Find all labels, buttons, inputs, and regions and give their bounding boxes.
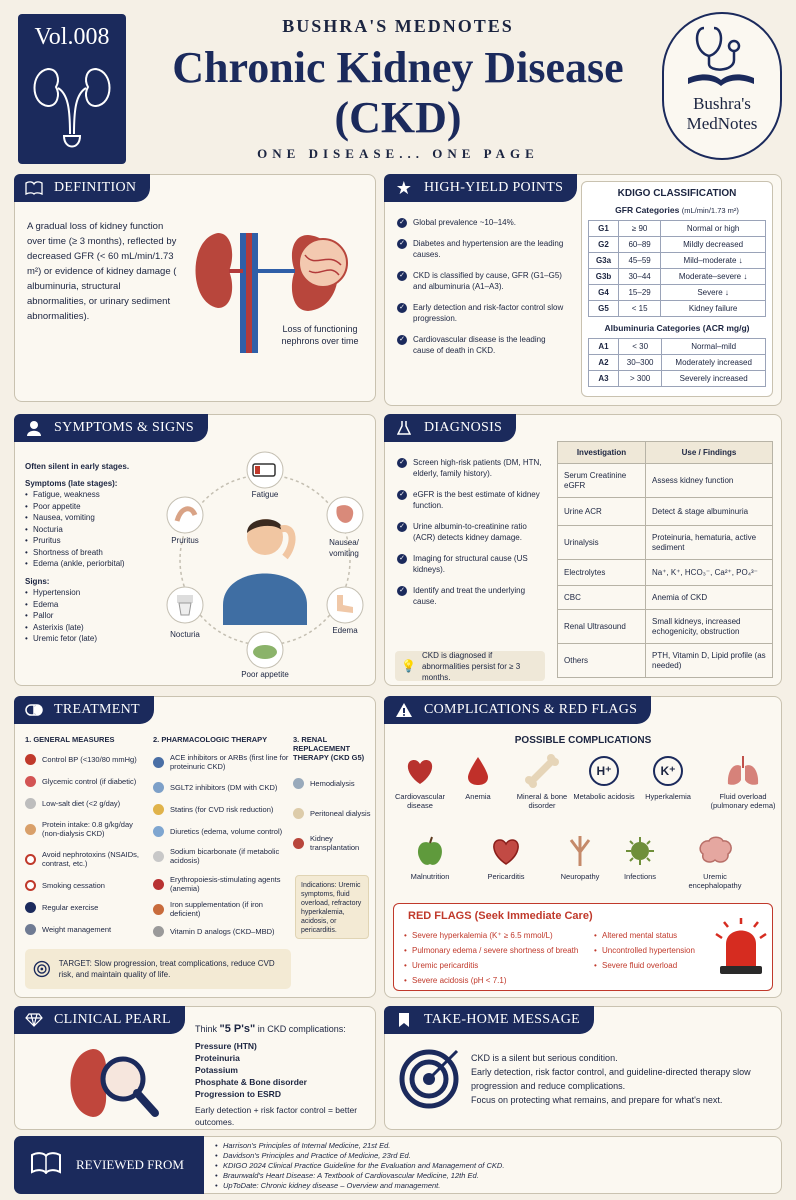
- volume-badge: [18, 14, 126, 164]
- complication-fluid: Fluid overload (pulmonary edema): [703, 753, 783, 810]
- list-item: Peritoneal dialysis: [293, 798, 371, 828]
- list-item: Erythropoiesis-stimulating agents (anemia): [153, 870, 289, 898]
- hydrogen-ion-icon: H⁺: [589, 756, 619, 786]
- diagnosis-point: ✓ Screen high-risk patients (DM, HTN, elderly, family history).: [397, 457, 547, 479]
- inflamed-heart-icon: [489, 834, 523, 868]
- red-flags-left: [404, 928, 590, 988]
- list-item: • Poor appetite: [25, 501, 155, 513]
- kidney-logo-icon: [18, 54, 126, 154]
- star-icon: ★: [395, 177, 413, 198]
- list-item: • Davidson's Principles and Practice of Medicine, 23rd Ed.: [215, 1151, 775, 1161]
- high-yield-list: [397, 217, 565, 365]
- list-item: Vitamin D analogs (CKD–MBD): [153, 920, 289, 942]
- table-row: G3a 45–59 Mild–moderate ↓: [589, 253, 766, 269]
- list-item: • Harrison's Principles of Internal Medicine, 21st Ed.: [215, 1141, 775, 1151]
- table-row: Others PTH, Vitamin D, Lipid profile (as needed): [558, 644, 773, 678]
- capsule-icon: [153, 782, 164, 793]
- check-icon: ✓: [397, 303, 407, 313]
- list-item: Kidney transplantation: [293, 828, 371, 858]
- complication-anemia: Anemia: [443, 753, 513, 801]
- treatment-card: [14, 696, 376, 998]
- complications-title: COMPLICATIONS & RED FLAGS: [424, 702, 638, 717]
- pearl-intro: Think "5 P's" in CKD complications:: [195, 1023, 346, 1035]
- list-item: • Pulmonary edema / severe shortness of breath: [404, 943, 590, 958]
- references-list: [215, 1141, 775, 1191]
- iron-icon: [153, 904, 164, 915]
- volume-number: Vol.008: [34, 24, 110, 50]
- kidney-icon: [293, 838, 304, 849]
- table-row: Urinalysis Proteinuria, hematuria, active sediment: [558, 526, 773, 560]
- list-item: • Shortness of breath: [25, 547, 155, 559]
- table-row: G5 < 15 Kidney failure: [589, 301, 766, 317]
- pill-icon: [24, 700, 44, 720]
- brain-icon: [697, 836, 733, 866]
- complications-header: [384, 696, 651, 724]
- check-icon: ✓: [397, 586, 407, 596]
- blood-drop-icon: [153, 879, 164, 890]
- book-icon: [24, 178, 44, 198]
- diagnosis-point: ✓ Identify and treat the underlying cause.: [397, 585, 547, 607]
- gfr-table: [588, 220, 766, 317]
- siren-icon: [712, 916, 770, 978]
- symptom-appetite-label: Poor appetite: [241, 670, 289, 679]
- diagnosis-card: [384, 414, 782, 686]
- symptom-nausea-label: Nausea/ vomiting: [329, 538, 359, 558]
- list-item: • Uncontrolled hypertension: [594, 943, 714, 958]
- pearl-item: Phosphate & Bone disorder: [195, 1077, 307, 1087]
- treatment-title: TREATMENT: [54, 702, 140, 717]
- heart-icon: [403, 754, 437, 788]
- table-row: G1 ≥ 90 Normal or high: [589, 221, 766, 237]
- no-smoking-icon: [25, 880, 36, 891]
- diagnosis-header: [384, 414, 516, 442]
- complication-bone: Mineral & bone disorder: [507, 753, 577, 810]
- investigations-table: [557, 441, 773, 678]
- page-title: Chronic Kidney Disease: [172, 43, 624, 92]
- table-row: A1 < 30 Normal–mild: [589, 339, 766, 355]
- dialysis-icon: [293, 778, 304, 789]
- table-row: Electrolytes Na⁺, K⁺, HCO₃⁻, Ca²⁺, PO₄³⁻: [558, 560, 773, 586]
- albuminuria-table: [588, 338, 766, 387]
- kdigo-panel: [581, 181, 773, 397]
- list-item: Control BP (<130/80 mmHg): [25, 748, 147, 770]
- list-item: Regular exercise: [25, 896, 147, 918]
- complication-infections: Infections: [605, 833, 675, 881]
- list-item: • KDIGO 2024 Clinical Practice Guideline for the Evaluation and Management of CKD.: [215, 1161, 775, 1171]
- diuretic-icon: [153, 826, 164, 837]
- scale-icon: [25, 924, 36, 935]
- list-item: Diuretics (edema, volume control): [153, 820, 289, 842]
- diagnosis-list: [397, 457, 547, 616]
- pearl-item: Progression to ESRD: [195, 1089, 281, 1099]
- clinical-pearl-title: CLINICAL PEARL: [54, 1012, 171, 1027]
- exercise-icon: [25, 902, 36, 913]
- definition-card: [14, 174, 376, 402]
- person-icon: [24, 418, 44, 438]
- flask-icon: [394, 418, 414, 438]
- references-title: REVIEWED FROM: [76, 1157, 184, 1172]
- list-item: ACE inhibitors or ARBs (first line for proteinuric CKD): [153, 748, 289, 776]
- clinical-pearl-header: [14, 1006, 185, 1034]
- check-icon: ✓: [397, 271, 407, 281]
- check-icon: ✓: [397, 522, 407, 532]
- open-book-icon: [30, 1152, 62, 1179]
- glucose-icon: [25, 776, 36, 787]
- diagnosis-point: ✓ Imaging for structural cause (US kidneys).: [397, 553, 547, 575]
- pearl-item: Proteinuria: [195, 1053, 240, 1063]
- take-home-header: [384, 1006, 594, 1034]
- list-item: • Severe acidosis (pH < 7.1): [404, 973, 590, 988]
- list-item: • Edema (ankle, periorbital): [25, 558, 155, 570]
- bookmark-icon: [394, 1010, 414, 1030]
- high-yield-card: [384, 174, 782, 406]
- heart-icon: [25, 754, 36, 765]
- statin-icon: [153, 804, 164, 815]
- list-item: Sodium bicarbonate (if metabolic acidosis): [153, 842, 289, 870]
- take-home-card: [384, 1006, 782, 1130]
- list-item: Weight management: [25, 918, 147, 940]
- pharmacologic-therapy: 2. PHARMACOLOGIC THERAPY ACE inhibitors or ARBs (first line for proteinuric CKD) SGLT2 inhibitors (DM with CKD) Statins (for CVD risk reduction) Diuretics (edema, volume control) Sodium bicarbonate (if metabolic acidosis) Erythropoiesis-stimulating agents (anemia) Iron supplementation (if iron deficient) Vitamin D analogs (CKD–MBD): [153, 735, 289, 942]
- red-flags-title: RED FLAGS (Seek Immediate Care): [408, 910, 593, 922]
- nephron-caption: Loss of functioning nephrons over time: [281, 324, 359, 346]
- list-item: Hemodialysis: [293, 768, 371, 798]
- logo-text-2: MedNotes: [686, 114, 758, 133]
- stethoscope-book-icon: [664, 20, 779, 90]
- pearl-item: Potassium: [195, 1065, 238, 1075]
- lightbulb-icon: 💡: [401, 659, 416, 673]
- list-item: • Asterixis (late): [25, 622, 155, 634]
- clinical-pearl-card: [14, 1006, 376, 1130]
- kdigo-title: KDIGO CLASSIFICATION: [617, 188, 737, 199]
- rrt-indications: Indications: Uremic symptoms, fluid overload, refractory hyperkalemia, acidosis, or pericarditis.: [295, 875, 369, 939]
- high-yield-point: ✓ Cardiovascular disease is the leading cause of death in CKD.: [397, 334, 565, 356]
- peritoneal-icon: [293, 808, 304, 819]
- check-icon: ✓: [397, 335, 407, 345]
- vitamin-icon: [153, 926, 164, 937]
- kidney-magnifier-icon: [55, 1043, 165, 1123]
- list-item: • Hypertension: [25, 587, 155, 599]
- general-measures: 1. GENERAL MEASURES Control BP (<130/80 mmHg) Glycemic control (if diabetic) Low-salt diet (<2 g/day) Protein intake: 0.8 g/kg/day (non-dialysis CKD) Avoid nephrotoxins (NSAIDs, contrast, etc.) Smoking cessation Regular exercise Weight management: [25, 735, 147, 940]
- complication-hyperkalemia: K⁺ Hyperkalemia: [633, 753, 703, 801]
- logo-text-1: Bushra's: [693, 94, 751, 113]
- renal-replacement-therapy: 3. RENAL REPLACEMENT THERAPY (CKD G5) Hemodialysis Peritoneal dialysis Kidney transplantation: [293, 735, 371, 858]
- symptoms-list: Often silent in early stages. Symptoms (late stages): • Fatigue, weakness • Poor appetite • Nausea, vomiting • Nocturia • Pruritus • Shortness of breath • Edema (ankle, periorbital) Signs: • Hypertension • Edema • Pallor • Asterixis (late) • Uremic fetor (late): [25, 461, 155, 645]
- complication-cvd: Cardiovascular disease: [385, 753, 455, 810]
- high-yield-point: ✓ Global prevalence ~10–14%.: [397, 217, 565, 228]
- symptom-circle-illustration: [155, 445, 375, 675]
- treatment-header: [14, 696, 154, 724]
- table-row: CBC Anemia of CKD: [558, 586, 773, 610]
- list-item: • Nausea, vomiting: [25, 512, 155, 524]
- target-icon: [33, 956, 51, 982]
- list-item: Statins (for CVD risk reduction): [153, 798, 289, 820]
- list-item: Glycemic control (if diabetic): [25, 770, 147, 792]
- albuminuria-title: Albuminuria Categories (ACR mg/g): [604, 323, 750, 333]
- symptoms-title: SYMPTOMS & SIGNS: [54, 420, 194, 435]
- table-row: G2 60–89 Mildly decreased: [589, 237, 766, 253]
- possible-complications-title: POSSIBLE COMPLICATIONS: [514, 735, 652, 746]
- salt-icon: [25, 798, 36, 809]
- pill-bottle-icon: [153, 757, 164, 768]
- list-item: • Pallor: [25, 610, 155, 622]
- pearl-footer: Early detection + risk factor control = better outcomes.: [195, 1105, 358, 1127]
- high-yield-point: ✓ CKD is classified by cause, GFR (G1–G5) and albuminuria (A1–A3).: [397, 270, 565, 292]
- potassium-ion-icon: K⁺: [653, 756, 683, 786]
- diagnosis-note: 💡 CKD is diagnosed if abnormalities persist for ≥ 3 months.: [395, 651, 545, 681]
- list-item: Smoking cessation: [25, 874, 147, 896]
- target-icon: [399, 1047, 461, 1109]
- list-item: • Severe fluid overload: [594, 958, 714, 973]
- tagline: ONE DISEASE... ONE PAGE: [257, 146, 539, 161]
- check-icon: ✓: [397, 218, 407, 228]
- list-item: • Pruritus: [25, 535, 155, 547]
- bicarbonate-icon: [153, 851, 164, 862]
- list-item: • Fatigue, weakness: [25, 489, 155, 501]
- page-title-acronym: (CKD): [334, 93, 462, 142]
- high-yield-point: ✓ Early detection and risk-factor control slow progression.: [397, 302, 565, 324]
- list-item: Iron supplementation (if iron deficient): [153, 898, 289, 920]
- list-item: • Nocturia: [25, 524, 155, 536]
- definition-header: [14, 174, 150, 202]
- list-item: SGLT2 inhibitors (DM with CKD): [153, 776, 289, 798]
- symptom-fatigue-label: Fatigue: [251, 490, 279, 499]
- list-item: • UpToDate: Chronic kidney disease – Overview and management.: [215, 1181, 775, 1191]
- table-row: Serum Creatinine eGFR Assess kidney function: [558, 464, 773, 498]
- table-row: G3b 30–44 Moderate–severe ↓: [589, 269, 766, 285]
- table-row: G4 15–29 Severe ↓: [589, 285, 766, 301]
- definition-text: A gradual loss of kidney function over time (≥ 3 months), reflected by decreased GFR (< 60 mL/min/1.73 m²) or evidence of kidney damage ( albuminuria, structural abnormalities, or urinary sediment abnormalities).: [27, 221, 177, 322]
- table-row: A2 30–300 Moderately increased: [589, 355, 766, 371]
- list-item: Protein intake: 0.8 g/kg/day (non-dialysis CKD): [25, 814, 147, 844]
- definition-title: DEFINITION: [54, 180, 137, 195]
- list-item: • Braunwald's Heart Disease: A Textbook of Cardiovascular Medicine, 12th Ed.: [215, 1171, 775, 1181]
- list-item: • Edema: [25, 599, 155, 611]
- high-yield-header: [384, 174, 577, 202]
- check-icon: ✓: [397, 239, 407, 249]
- list-item: • Uremic fetor (late): [25, 633, 155, 645]
- high-yield-title: HIGH-YIELD POINTS: [424, 180, 564, 195]
- complication-malnutrition: Malnutrition: [395, 833, 465, 881]
- apple-icon: [415, 835, 445, 867]
- check-icon: ✓: [397, 490, 407, 500]
- take-home-title: TAKE-HOME MESSAGE: [424, 1012, 581, 1027]
- table-row: Renal Ultrasound Small kidneys, increased echogenicity, obstruction: [558, 610, 773, 644]
- warning-icon: [394, 700, 414, 720]
- virus-icon: [624, 835, 656, 867]
- symptom-pruritus-label: Pruritus: [171, 536, 199, 545]
- pearl-item: Pressure (HTN): [195, 1041, 257, 1051]
- protein-icon: [25, 824, 36, 835]
- lungs-icon: [725, 754, 761, 788]
- complication-neuropathy: Neuropathy: [545, 833, 615, 881]
- take-home-text: CKD is a silent but serious condition. Early detection, risk factor control, and guideline-directed therapy slow progression and reduce complications. Focus on protecting what remains, and prepare for what's next.: [471, 1053, 751, 1105]
- series-title: BUSHRA'S MEDNOTES: [282, 16, 514, 36]
- list-item: Avoid nephrotoxins (NSAIDs, contrast, etc.): [25, 844, 147, 874]
- references-card: [14, 1136, 782, 1194]
- list-item: • Severe hyperkalemia (K⁺ ≥ 6.5 mmol/L): [404, 928, 590, 943]
- symptoms-header: [14, 414, 208, 442]
- bone-icon: [523, 754, 561, 788]
- references-header: [14, 1136, 204, 1194]
- symptom-edema-label: Edema: [332, 626, 358, 635]
- list-item: • Uremic pericarditis: [404, 958, 590, 973]
- high-yield-point: ✓ Diabetes and hypertension are the leading causes.: [397, 238, 565, 260]
- complication-encephalopathy: Uremic encephalopathy: [677, 833, 753, 890]
- list-item: • Altered mental status: [594, 928, 714, 943]
- check-icon: ✓: [397, 458, 407, 468]
- table-row: Urine ACR Detect & stage albuminuria: [558, 498, 773, 526]
- nerve-icon: [563, 834, 597, 868]
- diamond-icon: [24, 1010, 44, 1030]
- complication-pericarditis: Pericarditis: [471, 833, 541, 881]
- treatment-target: TARGET: Slow progression, treat complications, reduce CVD risk, and maintain quality of life.: [25, 949, 291, 989]
- table-header-row: Investigation Use / Findings: [558, 442, 773, 464]
- brand-logo: [662, 12, 782, 160]
- complications-card: [384, 696, 782, 998]
- gfr-title: GFR Categories (mL/min/1.73 m²): [615, 205, 739, 215]
- pearl-content: [195, 1023, 371, 1128]
- red-flags-right: [594, 928, 714, 973]
- blood-drop-icon: [466, 755, 490, 787]
- symptom-nocturia-label: Nocturia: [170, 630, 200, 639]
- diagnosis-point: ✓ eGFR is the best estimate of kidney function.: [397, 489, 547, 511]
- complication-acidosis: H⁺ Metabolic acidosis: [569, 753, 639, 801]
- diagnosis-point: ✓ Urine albumin-to-creatinine ratio (ACR) detects kidney damage.: [397, 521, 547, 543]
- list-item: Low-salt diet (<2 g/day): [25, 792, 147, 814]
- diagnosis-title: DIAGNOSIS: [424, 420, 503, 435]
- no-drug-icon: [25, 854, 36, 865]
- table-row: A3 > 300 Severely increased: [589, 371, 766, 387]
- red-flags-box: [393, 903, 773, 991]
- check-icon: ✓: [397, 554, 407, 564]
- symptoms-card: [14, 414, 376, 686]
